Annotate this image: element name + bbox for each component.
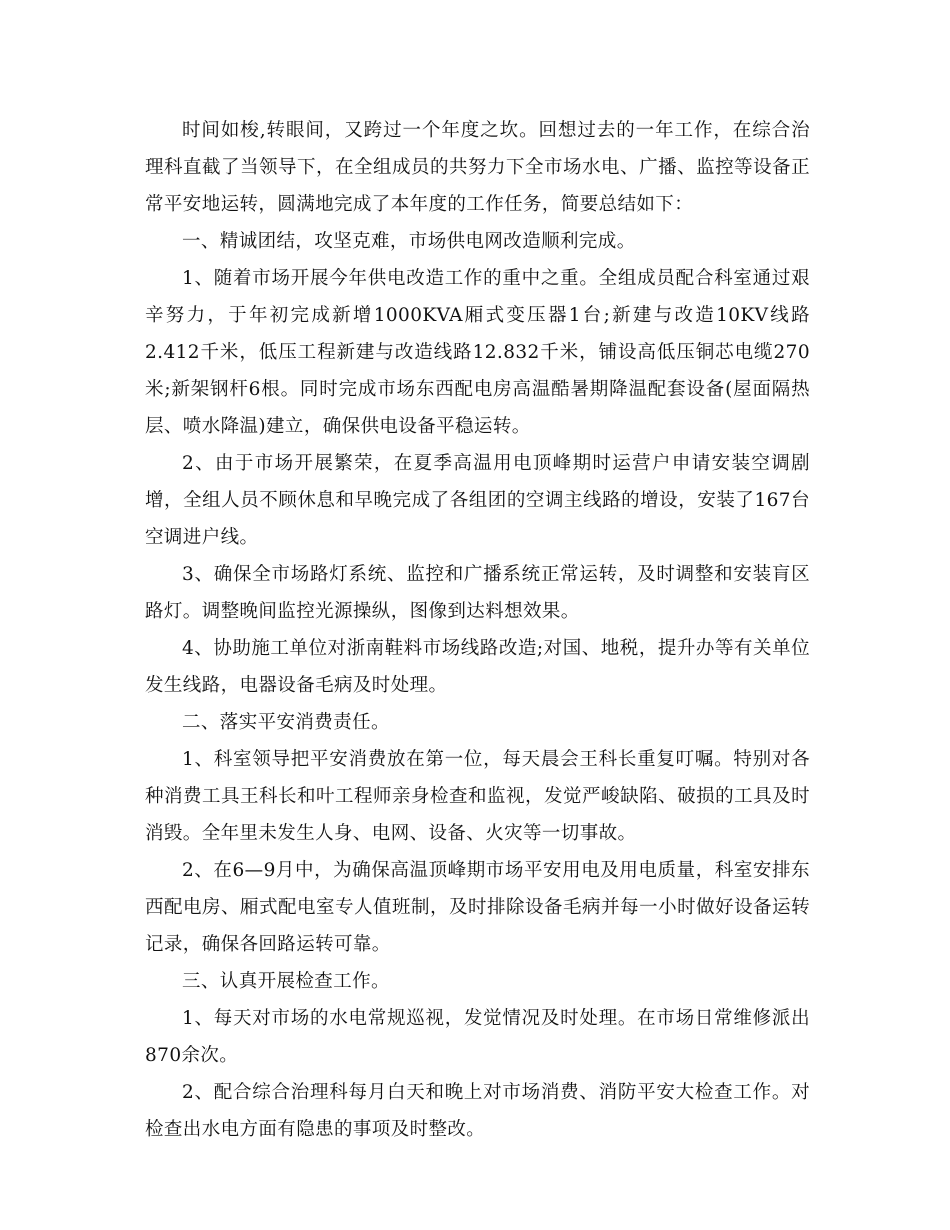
section-heading-3: 三、认真开展检查工作。 — [182, 971, 390, 992]
paragraph-2-2: 2、在6—9月中，为确保高温顶峰期市场平安用电及用电质量，科室安排东西配电房、厢式配电室专人值班制，及时排除设备毛病并每一小时做好设备运转记录，确保各回路运转可靠。 — [145, 860, 810, 955]
section-heading-1: 一、精诚团结，攻坚克难，市场供电网改造顺利完成。 — [182, 231, 636, 252]
document-body — [145, 112, 810, 1148]
paragraph-3-2: 2、配合综合治理科每月白天和晚上对市场消费、消防平安大检查工作。对检查出水电方面有隐患的事项及时整改。 — [145, 1082, 810, 1140]
paragraph-1-2: 2、由于市场开展繁荣，在夏季高温用电顶峰期时运营户申请安装空调剧增，全组人员不顾休息和早晚完成了各组团的空调主线路的增设，安装了167台空调进户线。 — [145, 453, 810, 548]
intro-paragraph: 时间如梭,转眼间，又跨过一个年度之坎。回想过去的一年工作，在综合治理科直截了当领导下，在全组成员的共努力下全市场水电、广播、监控等设备正常平安地运转，圆满地完成了本年度的工作任务，简要总结如下： — [145, 120, 810, 215]
paragraph-1-3: 3、确保全市场路灯系统、监控和广播系统正常运转，及时调整和安装肓区路灯。调整晚间监控光源操纵，图像到达料想效果。 — [145, 564, 810, 622]
section-heading-2: 二、落实平安消费责任。 — [182, 712, 390, 733]
paragraph-3-1: 1、每天对市场的水电常规巡视，发觉情况及时处理。在市场日常维修派出870余次。 — [145, 1008, 810, 1066]
paragraph-1-4: 4、协助施工单位对浙南鞋料市场线路改造;对国、地税，提升办等有关单位发生线路，电器设备毛病及时处理。 — [145, 638, 810, 696]
paragraph-2-1: 1、科室领导把平安消费放在第一位，每天晨会王科长重复叮嘱。特别对各种消费工具王科长和叶工程师亲身检查和监视，发觉严峻缺陷、破损的工具及时消毁。全年里未发生人身、电网、设备、火灾等一切事故。 — [145, 749, 810, 844]
paragraph-1-1: 1、随着市场开展今年供电改造工作的重中之重。全组成员配合科室通过艰辛努力，于年初完成新增1000KVA厢式变压器1台;新建与改造10KV线路2.412千米，低压工程新建与改造线路12.832千米，铺设高低压铜芯电缆270米;新架钢杆6根。同时完成市场东西配电房高温酷暑期降温配套设备(屋面隔热层、喷水降温)建立，确保供电设备平稳运转。 — [145, 268, 810, 437]
